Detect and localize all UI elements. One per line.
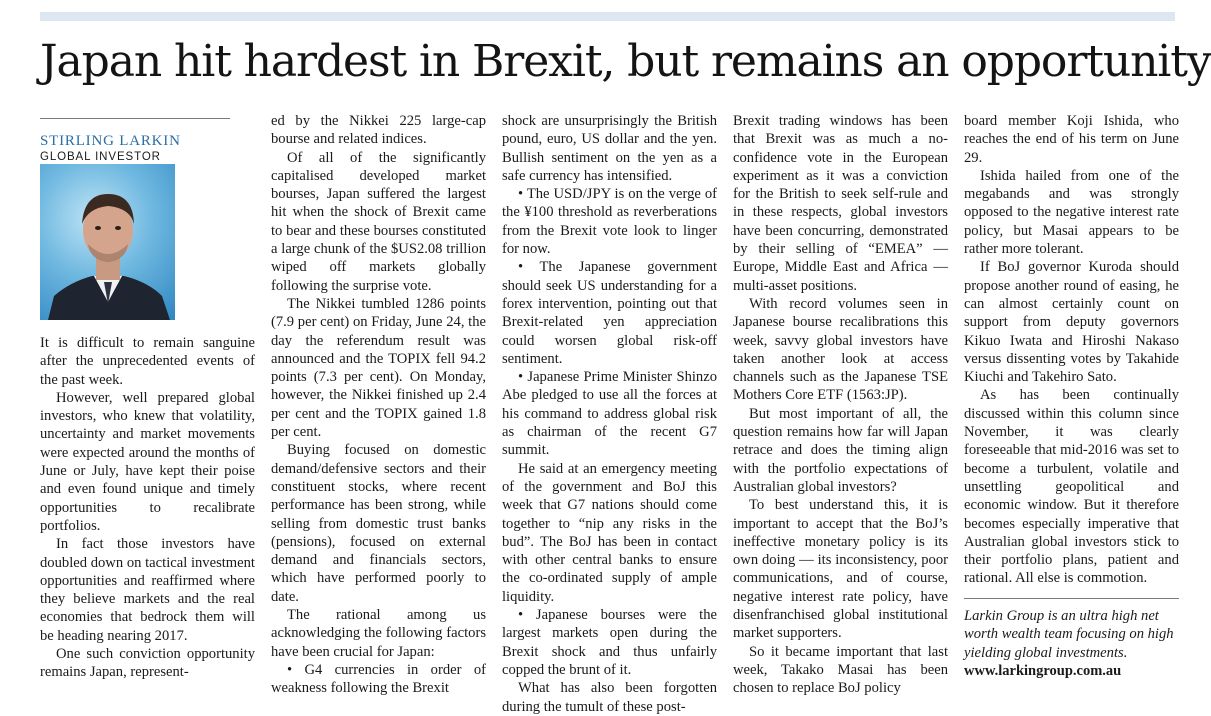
paragraph: ed by the Nikkei 225 large-cap bourse and related indices.: [271, 113, 486, 148]
paragraph: In fact those investors have doubled down on tactical investment opportunities and reaffirmed where they believe markets and the real economies that bedrock them will be heading nearing 2017.: [40, 536, 255, 644]
headline: Japan hit hardest in Brexit, but remains an opportunity: [40, 36, 1211, 87]
bullet-paragraph: • G4 currencies in order of weakness following the Brexit: [271, 661, 486, 697]
paragraph: Buying focused on domestic demand/defensive sectors and their constituent stocks, where recent performance has been strong, while selling from domestic trust banks (pensions), focused on external demand and financials sectors, which have performed poorly to date.: [271, 442, 486, 605]
footer-rule: [964, 598, 1179, 599]
paragraph: With record volumes seen in Japanese bourse recalibrations this week, savvy global investors have taken another look at access channels such as the Japanese TSE Mothers Core ETF (1563:JP).: [733, 295, 948, 404]
article-column-3: [502, 112, 717, 715]
bullet-paragraph: • Japanese bourses were the largest markets open during the Brexit shock and thus unfairly copped the brunt of it.: [502, 607, 717, 678]
paragraph: If BoJ governor Kuroda should propose another round of easing, he can almost certainly count on support from deputy governors Kikuo Iwata and Hiroshi Nakaso versus dissenting votes by Takahide Kiuchi and Takehiro Sato.: [964, 259, 1179, 386]
paragraph: Of all of the significantly capitalised developed market bourses, Japan suffered the largest hit when the shock of Brexit came to bear and these bourses constituted a large chunk of the $US2.08 trillion wiped off markets globally following the surprise vote.: [271, 149, 486, 294]
bullet-paragraph: • The USD/JPY is on the verge of the ¥100 threshold as reverberations from the Brexit vote look to linger for now.: [502, 186, 717, 258]
paragraph: shock are unsurprisingly the British pound, euro, US dollar and the yen. Bullish sentiment on the yen as a safe currency has intensified.: [502, 113, 717, 184]
bullet-paragraph: • Japanese Prime Minister Shinzo Abe pledged to use all the forces at his command to address global risk as chairman of the recent G7 summit.: [502, 369, 717, 459]
paragraph: It is difficult to remain sanguine after the unprecedented events of the past week.: [40, 335, 255, 388]
paragraph: Brexit trading windows has been that Brexit was as much a no-confidence vote in the European experiment as it was a conviction for the British to seek self-rule and in these respects, global investors have been concurring, demonstrated by their selling of “EMEA” — Europe, Middle East and Africa — multi-asset positions.: [733, 113, 948, 294]
paragraph: One such conviction opportunity remains Japan, represent-: [40, 646, 255, 681]
author-name: STIRLING LARKIN: [40, 133, 181, 149]
author-tagline: Larkin Group is an ultra high net worth wealth team focusing on high yielding global investments.: [964, 607, 1174, 661]
paragraph: The Nikkei tumbled 1286 points (7.9 per cent) on Friday, June 24, the day the referendum result was announced and the TOPIX fell 94.2 points (7.3 per cent). On Monday, however, the Nikkei finished up 2.4 per cent and the TOPIX gained 1.8 per cent.: [271, 295, 486, 441]
author-title: GLOBAL INVESTOR: [40, 151, 161, 163]
author-photo: [40, 164, 175, 320]
paragraph: However, well prepared global investors, who knew that volatility, uncertainty and market movements were expected around the months of June or July, have kept their poise and even found unique and timely opportunities to recalibrate portfolios.: [40, 389, 255, 534]
top-accent-bar: [40, 12, 1175, 21]
article-column-2: [271, 112, 486, 697]
paragraph: The rational among us acknowledging the following factors have been crucial for Japan:: [271, 607, 486, 660]
paragraph: board member Koji Ishida, who reaches the end of his term on June 29.: [964, 113, 1179, 166]
article-column-5: [964, 112, 1179, 694]
paragraph: As has been continually discussed within this column since November, it was clearly foreseeable that mid-2016 was set to become a turbulent, volatile and unsettling geopolitical and economic window. But it therefore becomes especially imperative that Australian global investors stick to their portfolio plans, patient and rational. All else is commotion.: [964, 387, 1179, 587]
byline-rule: [40, 118, 230, 119]
paragraph: So it became important that last week, Takako Masai has been chosen to replace BoJ policy: [733, 643, 948, 697]
article-column-1: [40, 118, 255, 700]
paragraph: What has also been forgotten during the tumult of these post-: [502, 680, 717, 715]
paragraph: To best understand this, it is important to accept that the BoJ’s ineffective monetary policy is its own doing — its inconsistency, poor communications, and of course, negative interest rate policy, have disenfranchised global institutional market supporters.: [733, 497, 948, 642]
paragraph: He said at an emergency meeting of the government and BoJ this week that G7 nations should come together to “nip any risks in the bud”. The BoJ has been in contact with other central banks to ensure the co-ordinated supply of ample liquidity.: [502, 460, 717, 605]
paragraph: But most important of all, the question remains how far will Japan retrace and does the timing align with the portfolio expectations of Australian global investors?: [733, 405, 948, 495]
bullet-paragraph: • The Japanese government should seek US understanding for a forex intervention, pointing out that Brexit-related yen appreciation could worsen global risk-off sentiment.: [502, 259, 717, 367]
paragraph: Ishida hailed from one of the megabands and was strongly opposed to the negative interest rate policy, but Masai appears to be rather more tolerant.: [964, 167, 1179, 258]
article-column-4: [733, 112, 948, 697]
website-link[interactable]: www.larkingroup.com.au: [964, 663, 1122, 680]
